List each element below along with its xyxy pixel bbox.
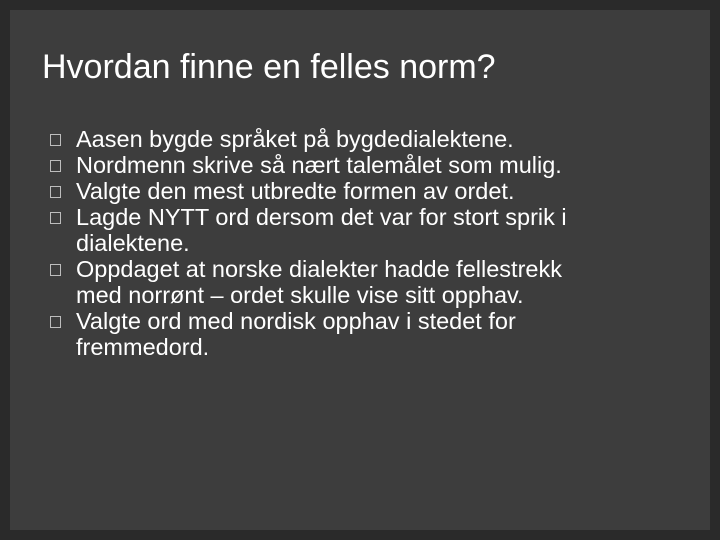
list-item (50, 308, 610, 360)
bullet-text: Oppdaget at norske dialekter hadde fellestrekk med norrønt – ordet skulle vise sitt opphav. (76, 256, 562, 308)
hollow-square-bullet-icon (50, 264, 61, 276)
list-item (50, 126, 610, 152)
bullet-text: Valgte den mest utbredte formen av ordet. (76, 178, 515, 204)
list-item (50, 152, 610, 178)
bullet-text: Lagde NYTT ord dersom det var for stort sprik i dialektene. (76, 204, 567, 256)
bullet-text: Nordmenn skrive så nært talemålet som mulig. (76, 152, 562, 178)
hollow-square-bullet-icon (50, 160, 61, 172)
slide-title: Hvordan finne en felles norm? (42, 48, 496, 86)
list-item (50, 204, 610, 256)
bullet-text: Valgte ord med nordisk opphav i stedet for fremmedord. (76, 308, 516, 360)
hollow-square-bullet-icon (50, 212, 61, 224)
hollow-square-bullet-icon (50, 186, 61, 198)
hollow-square-bullet-icon (50, 316, 61, 328)
hollow-square-bullet-icon (50, 134, 61, 146)
bullet-text: Aasen bygde språket på bygdedialektene. (76, 126, 514, 152)
list-item (50, 178, 610, 204)
list-item (50, 256, 610, 308)
bullet-list (50, 126, 610, 360)
